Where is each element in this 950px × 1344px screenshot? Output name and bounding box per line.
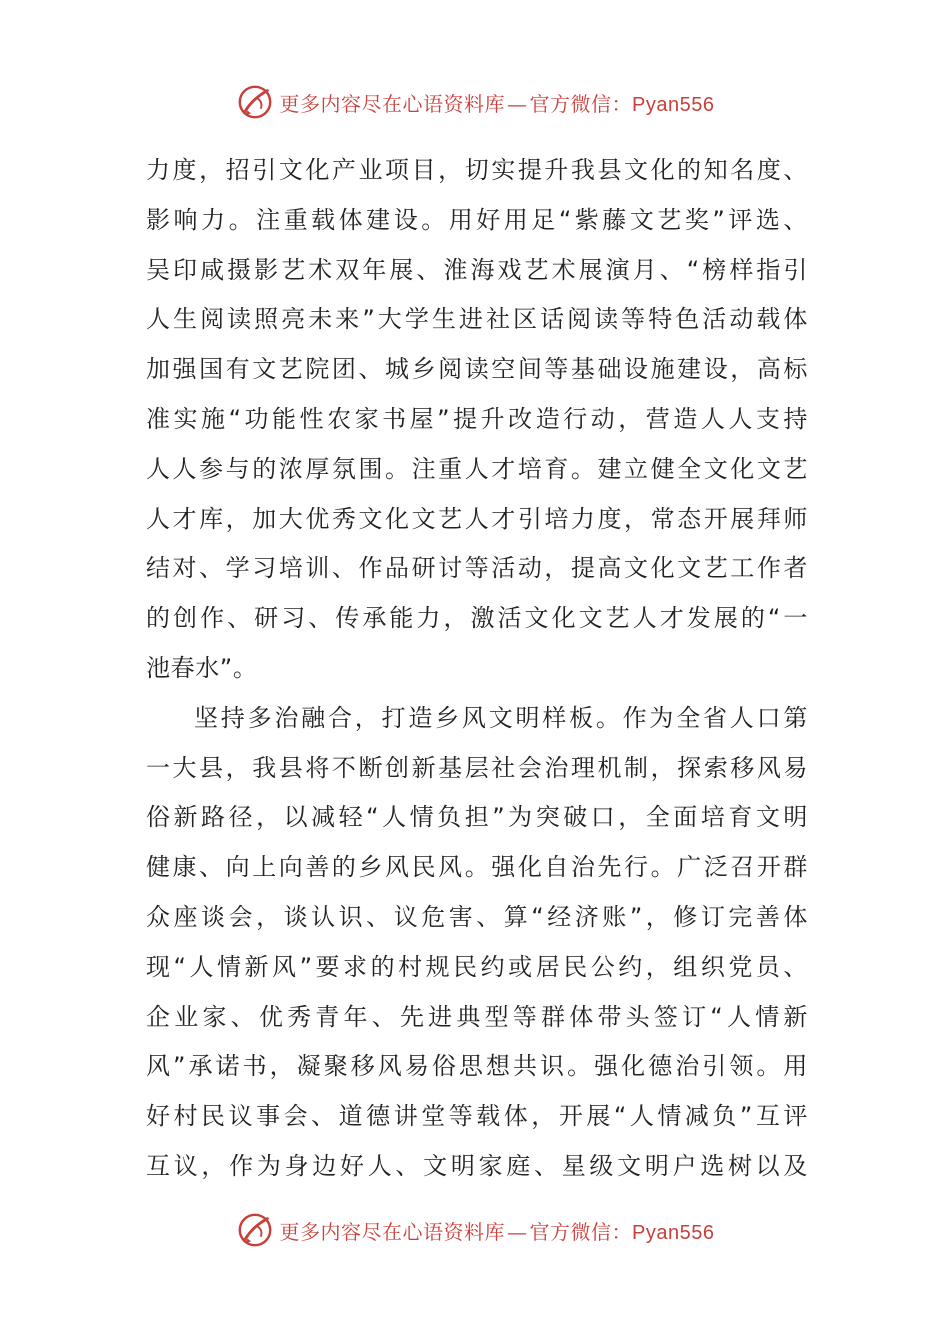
article-body [146, 146, 808, 1192]
text-line: 众座谈会，谈认识、议危害、算“经济账”，修订完善体 [146, 902, 808, 931]
text-line: 互议，作为身边好人、文明家庭、星级文明户选树以及 [146, 1151, 808, 1180]
text-line: 结对、学习培训、作品研讨等活动，提高文化文艺工作者 [146, 554, 808, 583]
pen-logo-icon [236, 1211, 274, 1249]
text-line: 现“人情新风”要求的村规民约或居民公约，组织党员、 [146, 952, 808, 981]
text-line: 准实施“功能性农家书屋”提升改造行动，营造人人支持 [146, 404, 808, 433]
text-line: 一大县，我县将不断创新基层社会治理机制，探索移风易 [146, 753, 808, 782]
text-line: 人生阅读照亮未来”大学生进社区话阅读等特色活动载体 [146, 305, 808, 334]
text-line: 力度，招引文化产业项目，切实提升我县文化的知名度、 [146, 156, 808, 184]
text-line: 俗新路径，以减轻“人情负担”为突破口，全面培育文明 [146, 803, 808, 832]
text-line: 健康、向上向善的乡风民风。强化自治先行。广泛召开群 [146, 853, 808, 882]
text-line: 人人参与的浓厚氛围。注重人才培育。建立健全文化文艺 [146, 454, 808, 483]
footer-watermark [0, 1208, 950, 1252]
watermark-text: 更多内容尽在心语资料库 — 官方微信：Pyan556 [279, 1219, 715, 1244]
text-line: 池春水”。 [146, 653, 258, 682]
text-line: 企业家、优秀青年、先进典型等群体带头签订“人情新 [146, 1002, 808, 1031]
text-line: 吴印咸摄影艺术双年展、淮海戏艺术展演月、“榜样指引 [146, 255, 808, 284]
paragraph-first-line: 坚持多治融合，打造乡风文明样板。作为全省人口第 [194, 703, 808, 732]
text-line: 加强国有文艺院团、城乡阅读空间等基础设施建设，高标 [146, 355, 808, 384]
pen-logo-icon [236, 83, 274, 121]
text-line: 人才库，加大优秀文化文艺人才引培力度，常态开展拜师 [146, 504, 808, 533]
text-line: 风”承诺书，凝聚移风易俗思想共识。强化德治引领。用 [146, 1052, 808, 1081]
text-line: 好村民议事会、道德讲堂等载体，开展“人情减负”互评 [146, 1102, 808, 1131]
header-watermark [0, 80, 950, 124]
text-line: 影响力。注重载体建设。用好用足“紫藤文艺奖”评选、 [146, 205, 808, 234]
text-line: 的创作、研习、传承能力，激活文化文艺人才发展的“一 [146, 604, 808, 633]
watermark-text: 更多内容尽在心语资料库 — 官方微信：Pyan556 [279, 91, 715, 116]
